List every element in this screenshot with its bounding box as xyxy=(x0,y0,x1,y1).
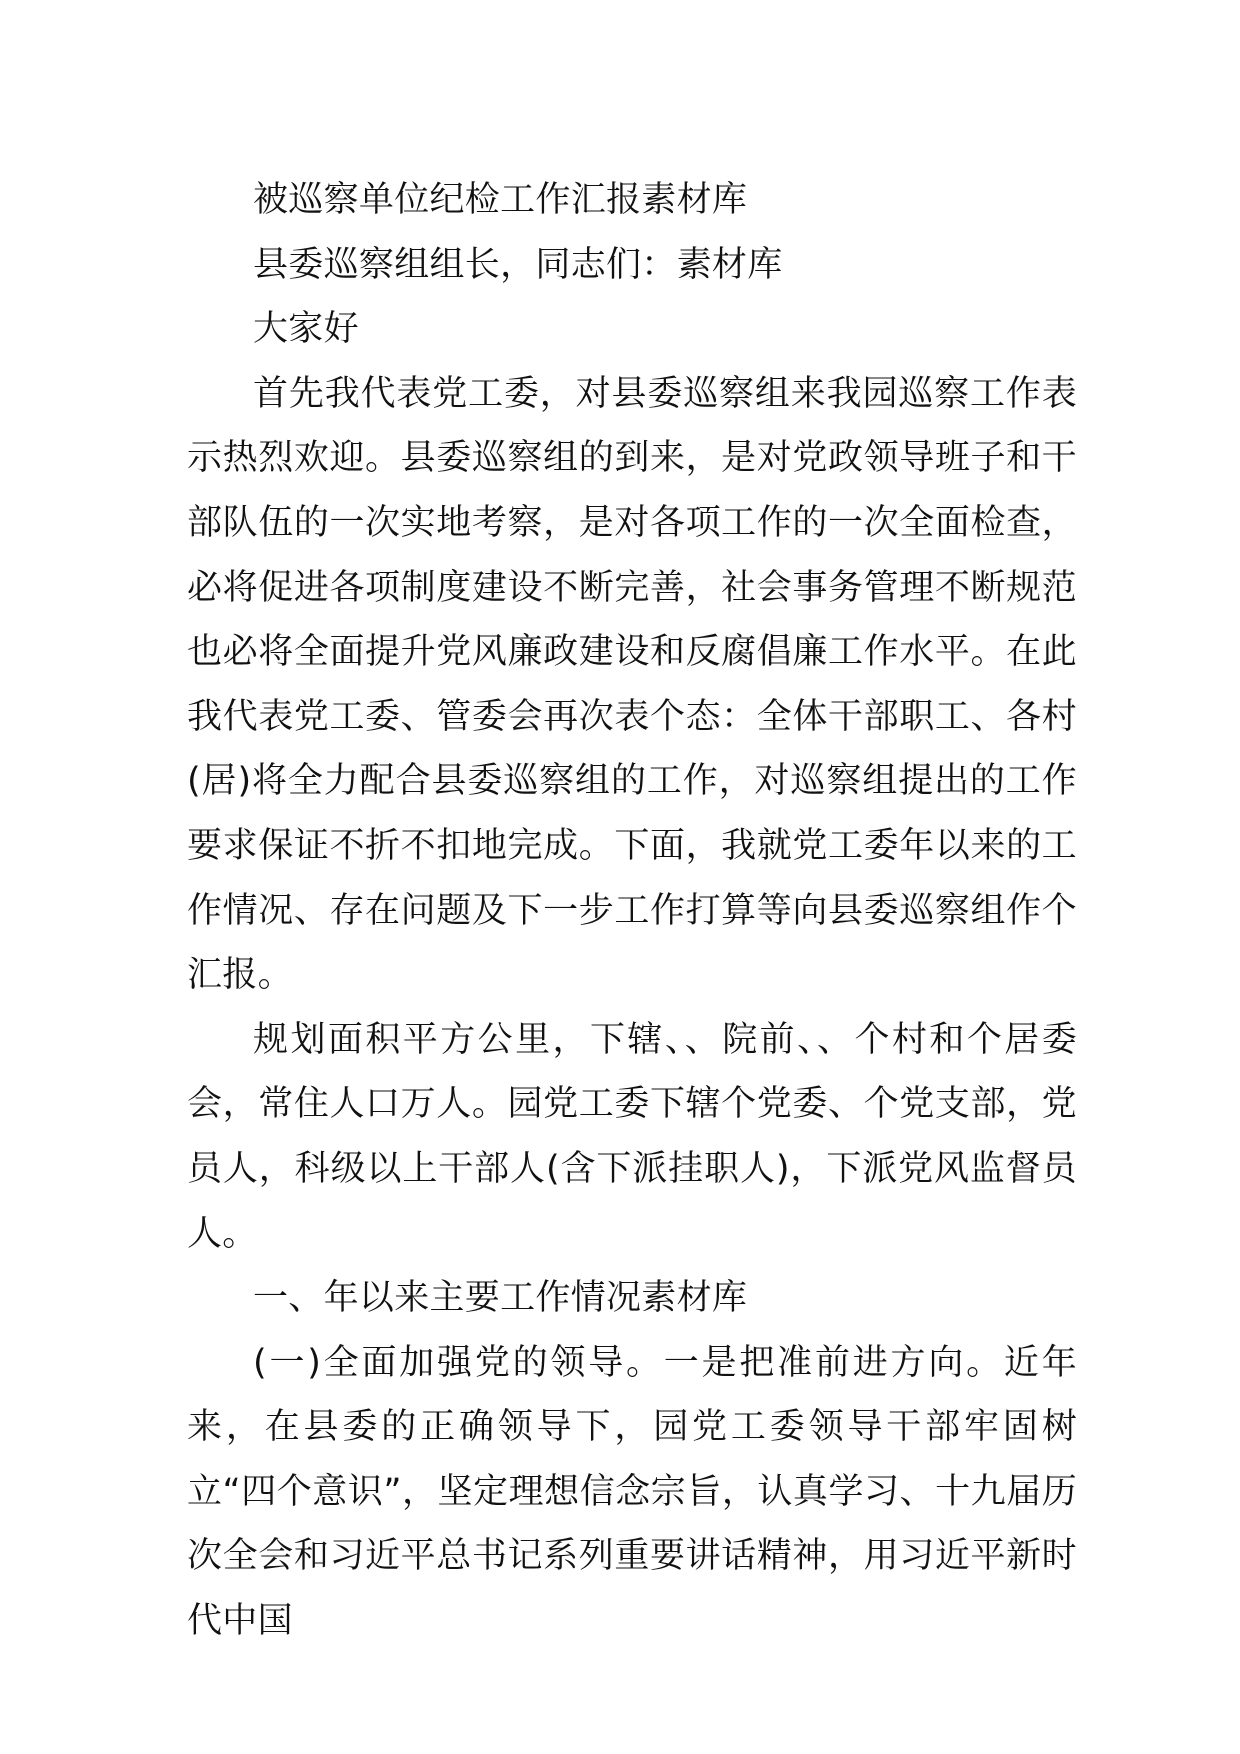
greeting-paragraph: 大家好 xyxy=(253,309,359,350)
section-heading: 一、年以来主要工作情况素材库 xyxy=(253,1278,748,1319)
welcome-paragraph: 首先我代表党工委，对县委巡察组来我园巡察工作表示热烈欢迎。县委巡察组的到来，是对党政领导班子和干部队伍的一次实地考察，是对各项工作的一次全面检查，必将促进各项制度建设不断完善，社会事务管理不断规范也必将全面提升党风廉政建设和反腐倡廉工作水平。在此我代表党工委、管委会再次表个态：全体干部职工、各村(居)将全力配合县委巡察组的工作，对巡察组提出的工作要求保证不折不扣地完成。下面，我就党工委年以来的工作情况、存在问题及下一步工作打算等向县委巡察组作个汇报。 xyxy=(187,373,1077,996)
section-paragraph: (一)全面加强党的领导。一是把准前进方向。近年来，在县委的正确领导下，园党工委领导干部牢固树立“四个意识”，坚定理想信念宗旨，认真学习、十九届历次全会和习近平总书记系列重要讲话精神，用习近平新时代中国 xyxy=(187,1342,1077,1642)
document-title: 被巡察单位纪检工作汇报素材库 xyxy=(253,180,748,220)
overview-paragraph: 规划面积平方公里，下辖、、院前、、个村和个居委会，常住人口万人。园党工委下辖个党委、个党支部，党员人，科级以上干部人(含下派挂职人)，下派党风监督员人。 xyxy=(187,1019,1077,1254)
salutation-paragraph: 县委巡察组组长，同志们：素材库 xyxy=(253,244,783,285)
document-body xyxy=(187,168,1077,1654)
